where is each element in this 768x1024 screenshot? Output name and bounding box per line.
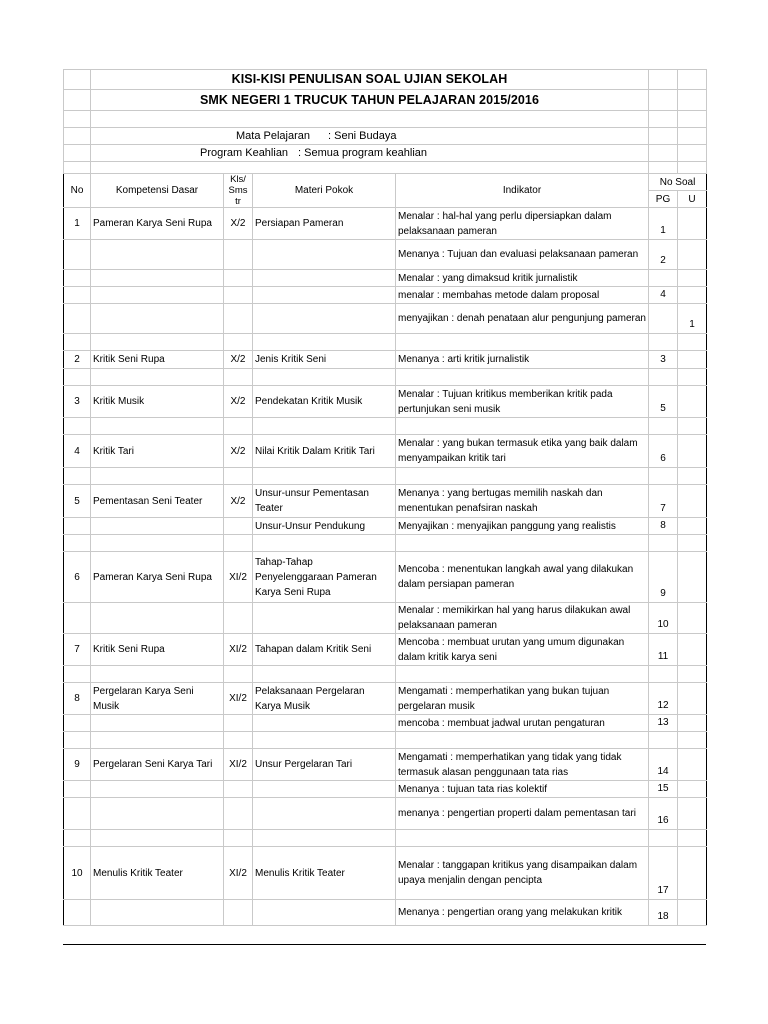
row-no: 4	[64, 435, 91, 468]
materi-pokok: Tahapan dalam Kritik Seni	[253, 634, 396, 666]
kompetensi-dasar	[91, 304, 224, 334]
no-soal-u	[678, 634, 707, 666]
indikator	[396, 830, 649, 847]
kelas-semester	[224, 334, 253, 351]
kelas-semester	[224, 666, 253, 683]
kompetensi-dasar	[91, 518, 224, 535]
no-soal-pg: 16	[649, 798, 678, 830]
materi-pokok	[253, 603, 396, 634]
no-soal-pg: 7	[649, 485, 678, 518]
materi-pokok: Nilai Kritik Dalam Kritik Tari	[253, 435, 396, 468]
no-soal-u	[678, 552, 707, 603]
table-row	[64, 732, 707, 749]
materi-pokok	[253, 781, 396, 798]
row-no	[64, 240, 91, 270]
no-soal-pg: 2	[649, 240, 678, 270]
col-header-kls: Kls/ Sms tr	[224, 174, 253, 208]
row-no: 5	[64, 485, 91, 518]
kompetensi-dasar: Pementasan Seni Teater	[91, 485, 224, 518]
no-soal-u	[678, 666, 707, 683]
indikator: Menalar : yang bukan termasuk etika yang baik dalam menyampaikan kritik tari	[396, 435, 649, 468]
table-row	[64, 798, 707, 830]
indikator: Menalar : hal-hal yang perlu dipersiapkan dalam pelaksanaan pameran	[396, 208, 649, 240]
materi-pokok	[253, 798, 396, 830]
kelas-semester	[224, 535, 253, 552]
no-soal-pg: 12	[649, 683, 678, 715]
program-line	[91, 145, 649, 162]
row-no	[64, 732, 91, 749]
no-soal-u	[678, 535, 707, 552]
materi-pokok	[253, 270, 396, 287]
row-no	[64, 900, 91, 926]
no-soal-u	[678, 208, 707, 240]
subject-value: : Seni Budaya	[328, 129, 397, 142]
no-soal-pg: 9	[649, 552, 678, 603]
table-row	[64, 603, 707, 634]
indikator: mencoba : membuat jadwal urutan pengaturan	[396, 715, 649, 732]
no-soal-pg: 10	[649, 603, 678, 634]
no-soal-u	[678, 334, 707, 351]
kelas-semester	[224, 369, 253, 386]
row-no	[64, 666, 91, 683]
kelas-semester: XI/2	[224, 749, 253, 781]
table-row	[64, 208, 707, 240]
kelas-semester: X/2	[224, 435, 253, 468]
row-no: 10	[64, 847, 91, 900]
no-soal-u	[678, 418, 707, 435]
kelas-semester	[224, 287, 253, 304]
row-no: 1	[64, 208, 91, 240]
row-no	[64, 270, 91, 287]
materi-pokok	[253, 732, 396, 749]
indikator: Menanya : pengertian orang yang melakukan kritik	[396, 900, 649, 926]
no-soal-u	[678, 351, 707, 369]
kompetensi-dasar	[91, 715, 224, 732]
no-soal-pg	[649, 732, 678, 749]
no-soal-u	[678, 270, 707, 287]
kelas-semester	[224, 798, 253, 830]
no-soal-u	[678, 603, 707, 634]
kelas-semester: X/2	[224, 386, 253, 418]
table-row	[64, 418, 707, 435]
row-no	[64, 830, 91, 847]
row-no	[64, 518, 91, 535]
table-row	[64, 518, 707, 535]
kompetensi-dasar	[91, 603, 224, 634]
kompetensi-dasar: Pameran Karya Seni Rupa	[91, 552, 224, 603]
no-soal-pg	[649, 270, 678, 287]
materi-pokok	[253, 666, 396, 683]
materi-pokok	[253, 304, 396, 334]
kelas-semester: XI/2	[224, 847, 253, 900]
no-soal-pg	[649, 535, 678, 552]
table-row	[64, 240, 707, 270]
row-no: 6	[64, 552, 91, 603]
row-no	[64, 418, 91, 435]
kompetensi-dasar	[91, 781, 224, 798]
materi-pokok	[253, 418, 396, 435]
kelas-semester	[224, 270, 253, 287]
kompetensi-dasar	[91, 468, 224, 485]
kompetensi-dasar: Pergelaran Karya Seni Musik	[91, 683, 224, 715]
indikator	[396, 418, 649, 435]
no-soal-pg: 3	[649, 351, 678, 369]
kelas-semester: XI/2	[224, 552, 253, 603]
row-no: 3	[64, 386, 91, 418]
kompetensi-dasar: Kritik Tari	[91, 435, 224, 468]
col-header-no: No	[64, 174, 91, 208]
col-header-pg: PG	[649, 191, 678, 208]
materi-pokok	[253, 468, 396, 485]
indikator: Menanya : yang bertugas memilih naskah dan menentukan penafsiran naskah	[396, 485, 649, 518]
no-soal-pg: 13	[649, 715, 678, 732]
kelas-semester: X/2	[224, 485, 253, 518]
materi-pokok	[253, 369, 396, 386]
no-soal-pg: 18	[649, 900, 678, 926]
no-soal-pg: 5	[649, 386, 678, 418]
table-bottom-border	[63, 944, 706, 945]
no-soal-pg	[649, 830, 678, 847]
materi-pokok: Jenis Kritik Seni	[253, 351, 396, 369]
indikator: Menanya : arti kritik jurnalistik	[396, 351, 649, 369]
no-soal-pg	[649, 418, 678, 435]
indikator: Menalar : Tujuan kritikus memberikan kritik pada pertunjukan seni musik	[396, 386, 649, 418]
no-soal-pg	[649, 666, 678, 683]
no-soal-pg: 4	[649, 287, 678, 304]
no-soal-u	[678, 518, 707, 535]
kompetensi-dasar	[91, 535, 224, 552]
materi-pokok: Tahap-Tahap Penyelenggaraan Pameran Karya Seni Rupa	[253, 552, 396, 603]
materi-pokok: Unsur-unsur Pementasan Teater	[253, 485, 396, 518]
kompetensi-dasar: Pameran Karya Seni Rupa	[91, 208, 224, 240]
materi-pokok	[253, 334, 396, 351]
doc-title-line2: SMK NEGERI 1 TRUCUK TAHUN PELAJARAN 2015/2016	[91, 90, 649, 111]
table-row	[64, 552, 707, 603]
table-row	[64, 270, 707, 287]
table-row	[64, 683, 707, 715]
no-soal-u	[678, 798, 707, 830]
subject-line	[91, 128, 649, 145]
table-row	[64, 781, 707, 798]
kelas-semester	[224, 518, 253, 535]
no-soal-pg: 8	[649, 518, 678, 535]
indikator: menyajikan : denah penataan alur pengunjung pameran	[396, 304, 649, 334]
materi-pokok	[253, 535, 396, 552]
indikator	[396, 334, 649, 351]
table-row	[64, 287, 707, 304]
no-soal-pg: 17	[649, 847, 678, 900]
table-row	[64, 847, 707, 900]
kelas-semester	[224, 830, 253, 847]
materi-pokok: Unsur-Unsur Pendukung	[253, 518, 396, 535]
indikator: Menanya : Tujuan dan evaluasi pelaksanaan pameran	[396, 240, 649, 270]
kelas-semester	[224, 240, 253, 270]
table-row	[64, 830, 707, 847]
row-no	[64, 781, 91, 798]
no-soal-u	[678, 369, 707, 386]
kompetensi-dasar	[91, 666, 224, 683]
no-soal-pg	[649, 369, 678, 386]
kompetensi-dasar	[91, 287, 224, 304]
row-no	[64, 334, 91, 351]
table-row	[64, 386, 707, 418]
col-header-materi: Materi Pokok	[253, 174, 396, 208]
kompetensi-dasar	[91, 900, 224, 926]
row-no: 8	[64, 683, 91, 715]
no-soal-pg: 14	[649, 749, 678, 781]
indikator: Menanya : tujuan tata rias kolektif	[396, 781, 649, 798]
no-soal-u	[678, 830, 707, 847]
row-no	[64, 287, 91, 304]
materi-pokok	[253, 715, 396, 732]
indikator	[396, 468, 649, 485]
materi-pokok: Persiapan Pameran	[253, 208, 396, 240]
indikator	[396, 369, 649, 386]
program-value: : Semua program keahlian	[298, 146, 428, 159]
table-row	[64, 435, 707, 468]
row-no	[64, 603, 91, 634]
kompetensi-dasar: Kritik Seni Rupa	[91, 634, 224, 666]
table-row	[64, 634, 707, 666]
kompetensi-dasar: Kritik Musik	[91, 386, 224, 418]
table-row	[64, 334, 707, 351]
indikator: Mencoba : membuat urutan yang umum digunakan dalam kritik karya seni	[396, 634, 649, 666]
kelas-semester	[224, 304, 253, 334]
doc-title-line1: KISI-KISI PENULISAN SOAL UJIAN SEKOLAH	[91, 70, 649, 90]
table-row	[64, 749, 707, 781]
row-no	[64, 798, 91, 830]
no-soal-u	[678, 900, 707, 926]
kelas-semester	[224, 900, 253, 926]
row-no	[64, 369, 91, 386]
kompetensi-dasar	[91, 418, 224, 435]
row-no: 2	[64, 351, 91, 369]
kompetensi-dasar	[91, 270, 224, 287]
materi-pokok: Pelaksanaan Pergelaran Karya Musik	[253, 683, 396, 715]
subject-label: Mata Pelajaran	[236, 129, 310, 142]
kelas-semester: XI/2	[224, 683, 253, 715]
row-no: 9	[64, 749, 91, 781]
indikator: Mencoba : menentukan langkah awal yang dilakukan dalam persiapan pameran	[396, 552, 649, 603]
no-soal-pg: 15	[649, 781, 678, 798]
table-row	[64, 485, 707, 518]
kelas-semester	[224, 732, 253, 749]
indikator: Menalar : yang dimaksud kritik jurnalistik	[396, 270, 649, 287]
no-soal-u	[678, 749, 707, 781]
row-no	[64, 535, 91, 552]
materi-pokok	[253, 287, 396, 304]
no-soal-pg	[649, 334, 678, 351]
no-soal-u	[678, 732, 707, 749]
no-soal-u	[678, 386, 707, 418]
row-no	[64, 468, 91, 485]
no-soal-pg: 11	[649, 634, 678, 666]
kelas-semester	[224, 715, 253, 732]
kompetensi-dasar	[91, 334, 224, 351]
no-soal-pg: 6	[649, 435, 678, 468]
table-body	[64, 208, 707, 926]
no-soal-u	[678, 287, 707, 304]
kisi-kisi-table	[63, 69, 707, 926]
kompetensi-dasar	[91, 369, 224, 386]
indikator	[396, 732, 649, 749]
kelas-semester	[224, 418, 253, 435]
no-soal-u	[678, 715, 707, 732]
kelas-semester: X/2	[224, 351, 253, 369]
materi-pokok	[253, 830, 396, 847]
row-no: 7	[64, 634, 91, 666]
kelas-semester	[224, 781, 253, 798]
indikator	[396, 666, 649, 683]
indikator: Menalar : tanggapan kritikus yang disampaikan dalam upaya menjalin dengan pencipta	[396, 847, 649, 900]
no-soal-u	[678, 781, 707, 798]
row-no	[64, 304, 91, 334]
kelas-semester	[224, 468, 253, 485]
row-no	[64, 715, 91, 732]
indikator: Mengamati : memperhatikan yang bukan tujuan pergelaran musik	[396, 683, 649, 715]
no-soal-u	[678, 847, 707, 900]
table-row	[64, 351, 707, 369]
no-soal-u	[678, 683, 707, 715]
no-soal-pg	[649, 304, 678, 334]
no-soal-u	[678, 485, 707, 518]
kompetensi-dasar	[91, 240, 224, 270]
kelas-semester: XI/2	[224, 634, 253, 666]
materi-pokok	[253, 240, 396, 270]
kompetensi-dasar: Kritik Seni Rupa	[91, 351, 224, 369]
no-soal-pg	[649, 468, 678, 485]
col-header-u: U	[678, 191, 707, 208]
kelas-semester: X/2	[224, 208, 253, 240]
table-row	[64, 715, 707, 732]
materi-pokok: Unsur Pergelaran Tari	[253, 749, 396, 781]
no-soal-u	[678, 240, 707, 270]
materi-pokok: Pendekatan Kritik Musik	[253, 386, 396, 418]
indikator: Mengamati : memperhatikan yang tidak yang tidak termasuk alasan penggunaan tata rias	[396, 749, 649, 781]
indikator	[396, 535, 649, 552]
table-row	[64, 304, 707, 334]
col-header-no-soal: No Soal	[649, 174, 707, 191]
table-row	[64, 666, 707, 683]
kompetensi-dasar: Menulis Kritik Teater	[91, 847, 224, 900]
table-row	[64, 468, 707, 485]
no-soal-u: 1	[678, 304, 707, 334]
kompetensi-dasar	[91, 798, 224, 830]
materi-pokok: Menulis Kritik Teater	[253, 847, 396, 900]
no-soal-pg: 1	[649, 208, 678, 240]
table-row	[64, 369, 707, 386]
indikator: Menalar : memikirkan hal yang harus dilakukan awal pelaksanaan pameran	[396, 603, 649, 634]
no-soal-u	[678, 468, 707, 485]
kelas-semester	[224, 603, 253, 634]
table-row	[64, 535, 707, 552]
col-header-kompetensi: Kompetensi Dasar	[91, 174, 224, 208]
indikator: menanya : pengertian properti dalam pementasan tari	[396, 798, 649, 830]
kompetensi-dasar	[91, 830, 224, 847]
indikator: Menyajikan : menyajikan panggung yang realistis	[396, 518, 649, 535]
col-header-indikator: Indikator	[396, 174, 649, 208]
no-soal-u	[678, 435, 707, 468]
kompetensi-dasar	[91, 732, 224, 749]
materi-pokok	[253, 900, 396, 926]
kompetensi-dasar: Pergelaran Seni Karya Tari	[91, 749, 224, 781]
table-row	[64, 900, 707, 926]
indikator: menalar : membahas metode dalam proposal	[396, 287, 649, 304]
program-label: Program Keahlian	[200, 146, 289, 159]
